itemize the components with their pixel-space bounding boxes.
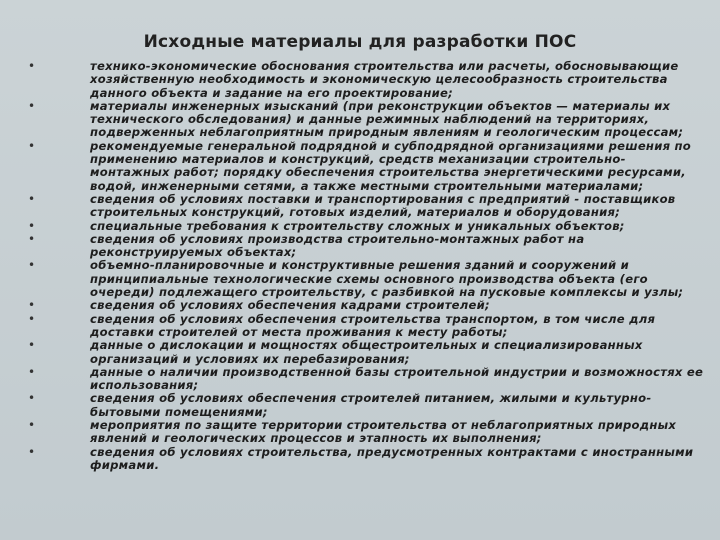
bullet-icon: • [28, 59, 36, 73]
materials-list [28, 60, 704, 472]
list-item-text: сведения об условиях обеспечения строительства транспортом, в том числе для доставки строителей от места проживания к месту работы; [90, 311, 656, 339]
list-item-text: сведения об условиях строительства, предусмотренных контрактами с иностранными фирмами. [90, 444, 694, 472]
list-item [28, 446, 704, 473]
list-item-text: материалы инженерных изысканий (при реконструкции объектов — материалы их технического обследования) и данные режимных наблюдений на территориях, подверженных неблагоприятным природным явлениям и геологическим процессам; [90, 98, 684, 140]
bullet-icon: • [28, 298, 36, 313]
list-item [28, 366, 704, 393]
list-item [28, 259, 704, 299]
list-item-text: сведения об условиях обеспечения строителей питанием, жилыми и культурно-бытовыми помещениями; [90, 391, 652, 419]
bullet-icon: • [28, 418, 36, 433]
list-item-text: специальные требования к строительству сложных и уникальных объектов; [90, 218, 625, 233]
list-item [28, 193, 704, 220]
list-item-text: мероприятия по защите территории строительства от неблагоприятных природных явлений и геологических процессов и этапность их выполнения; [90, 418, 677, 446]
list-item [28, 313, 704, 340]
list-item [28, 299, 704, 312]
list-item [28, 140, 704, 193]
bullet-icon: • [28, 98, 36, 113]
bullet-icon: • [28, 391, 36, 406]
bullet-icon: • [28, 444, 36, 459]
list-item [28, 100, 704, 140]
bullet-icon: • [28, 218, 36, 233]
bullet-icon: • [28, 311, 36, 326]
list-item-text: сведения об условиях производства строительно-монтажных работ на реконструируемых объектах; [90, 231, 585, 260]
list-item-text: сведения об условиях поставки и транспортирования с предприятий - поставщиков строительных конструкций, готовых изделий, материалов и оборудования; [90, 191, 676, 220]
list-item-text: технико-экономические обоснования строительства или расчеты, обосновывающие хозяйственную необходимость и экономическую целесообразность строительства данного объекта и задание на его проектирование; [90, 59, 679, 100]
bullet-icon: • [28, 191, 36, 206]
bullet-icon: • [28, 364, 36, 379]
list-item-text: данные о наличии производственной базы строительной индустрии и возможностях ее использования; [90, 364, 704, 393]
list-item [28, 60, 704, 100]
list-item-text: рекомендуемые генеральной подрядной и субподрядной организациями решения по применению материалов и конструкций, средств механизации строительно-монтажных работ; порядку обеспечения строительства энергетическими ресурсами, водой, инженерными сетями, а также местными строительными материалами; [90, 138, 692, 193]
list-item [28, 339, 704, 366]
bullet-icon: • [28, 231, 36, 246]
list-item [28, 419, 704, 446]
bullet-icon: • [28, 138, 36, 153]
list-item-text: данные о дислокации и мощностях общестроительных и специализированных организаций и условиях их перебазирования; [90, 338, 643, 366]
page-title: Исходные материалы для разработки ПОС [143, 32, 577, 52]
list-item-text: объемно-планировочные и конструктивные решения зданий и сооружений и принципиальные технологические схемы основного производства объекта (его очереди) подлежащего строительству, с разбивкой на пусковые комплексы и узлы; [90, 258, 684, 300]
list-item [28, 220, 704, 233]
list-item [28, 233, 704, 260]
bullet-icon: • [28, 338, 36, 353]
list-item [28, 392, 704, 419]
list-item-text: сведения об условиях обеспечения кадрами строителей; [90, 298, 490, 313]
bullet-icon: • [28, 258, 36, 273]
